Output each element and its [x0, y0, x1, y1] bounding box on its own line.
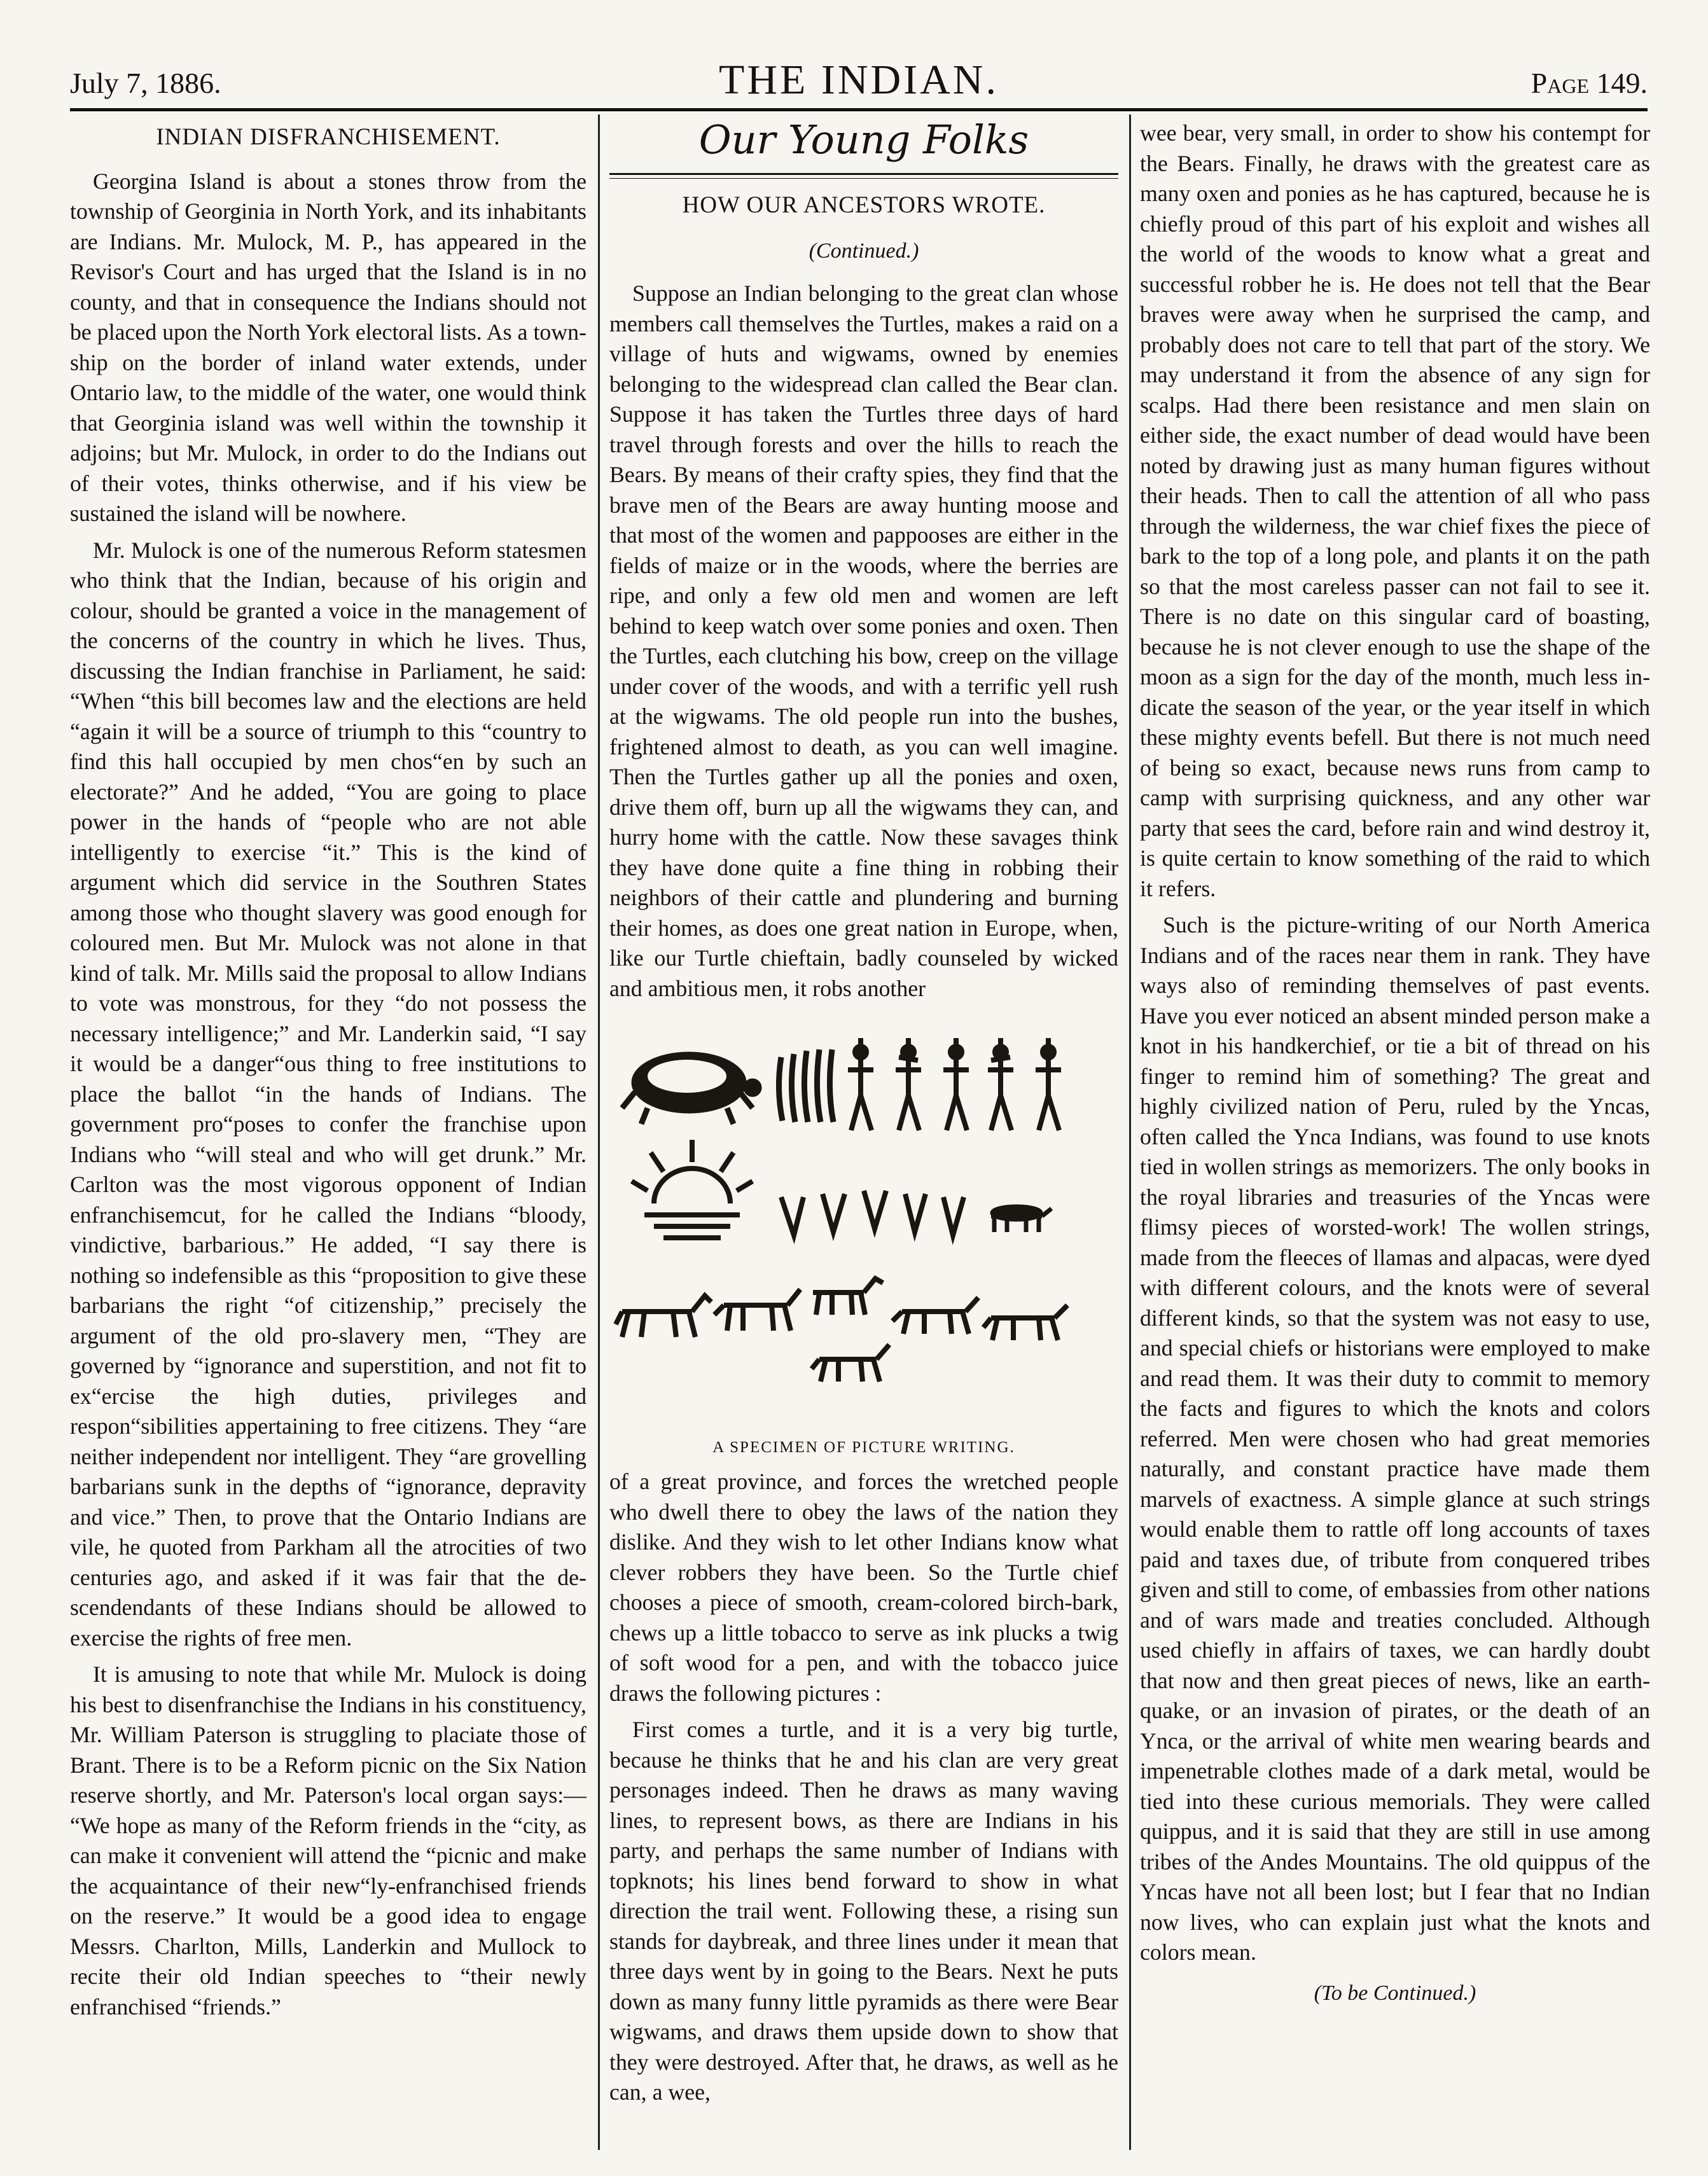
warrior-figures-pictograph [848, 1038, 1061, 1130]
rising-sun-pictograph [632, 1140, 753, 1238]
turtle-pictograph [622, 1052, 761, 1124]
masthead-rule [70, 108, 1648, 111]
article-paragraph: wee bear, very small, in order to show his contempt for the Bears. Finally, he draws with the greatest care as many oxen and ponies as he has captured, because he is chiefly proud of this part of his exploit and wishes all the world of the woods to know what a great and successful robber he is. He does not tell that the Bear braves were away when he surprised the camp, and probably does not care to tell that part of the story. We may understand it from the absence of any sign for scalps. Had there been resistance and men slain on either side, the exact number of dead would have been noted by drawing just as many human figures without their heads. Then to call the attention of all who pass through the wilderness, the war chief fixes the piece of bark to the top of a long pole, and plants it on the path so that the most careless passer can not fail to see it. There is no date on this singular card of boasting, because he is not clever enough to use the shape of the moon as a sign for the day of the month, much less indicate the season of the year, or the year itself in which these mighty events befell. But there is not much need of being so exact, because news runs from camp to camp with surprising quickness, and any other war party that sees the card, before rain and wind destroy it, is quite certain to know something of the raid to which it refers. [1140, 120, 1650, 901]
article-paragraph: First comes a turtle, and it is a very big turtle, because he thinks that he and his clan are very great personages indeed. Then he draws as many waving lines, to represent bows, as there are Indians in his party, and perhaps the same number of Indians with topknots; his lines bend forward to show in what direction the trail went. Following these, a rising sun stands for daybreak, and three lines under it mean that three days went by in going to the Bears. Next he puts down as many funny little pyramids as there were Bear wigwams, and draws them upside down to show that they were destroyed. After that, he draws, as well as he can, a wee, [609, 1717, 1118, 2105]
article-paragraph: Suppose an Indian belonging to the great clan whose members call themselves the Turtles, makes a raid on a village of huts and wigwams, owned by enemies belonging to the widespread clan called the Bear clan. Suppose it has taken the Turtles three days of hard travel through forests and over the hills to reach the Bears. By means of their crafty spies, they find that the brave men of the Bears are away hunting moose and that most of the women and pappooses are either in the fields of maize or in the woods, where the berries are ripe, and only a few old men and women are left behind to keep watch over some ponies and oxen. Then the Turtles, each clutching his bow, creep on the village under cover of the woods, and with a terrific yell rush at the wigwams. The old people run into the bushes, frightened almost to death, as you can well imagine. Then the Turtles gather up all the ponies and oxen, drive them off, burn up all the wigwams they can, and hurry home with the cattle. Now these savages think they have done quite a fine thing in robbing their neighbors of their cattle and plundering and burning their homes, as does one great nation in Europe, when, like our Turtle chieftain, badly counseled by wicked and ambitious men, it robs another [609, 281, 1118, 1001]
picture-writing-illustration [609, 1013, 1118, 1432]
figure-caption: A SPECIMEN OF PICTURE WRITING. [712, 1439, 1015, 1456]
column-divider [1129, 114, 1131, 2150]
column-divider [598, 114, 600, 2150]
continued-signoff: (To be Continued.) [1314, 1981, 1476, 2005]
article-paragraph: It is amusing to note that while Mr. Mulock is doing his best to disenfranchise the Indians in his constituency, Mr. William Paterson is struggling to placiate those of Brant. There is to be a Reform picnic on the Six Nation reserve shortly, and Mr. Paterson's local organ says:— “We hope as many of the Reform friends in the “city, as can make it convenient will attend the “picnic and make the acquaintance of their new“ly-enfranchised friends on the reserve.” It would be a good idea to engage Messrs. Charlton, Mills, Landerkin and Mullock to recite their old Indian speeches to “their newly enfranchised “friends.” [70, 1661, 587, 2020]
section-title: Our Young Folks [698, 118, 1029, 163]
article-heading: HOW OUR ANCESTORS WROTE. [682, 192, 1046, 218]
column-3 [1140, 118, 1650, 2151]
article-heading: INDIAN DISFRANCHISEMENT. [156, 124, 501, 150]
page-number: Page 149. [1531, 67, 1648, 99]
newspaper-title: THE INDIAN. [719, 57, 999, 103]
column-2 [609, 118, 1118, 2151]
article-paragraph: Mr. Mulock is one of the numerous Reform statesmen who think that the Indian, because of his origin and colour, should be granted a voice in the management of the concerns of the country in which he lives. Thus, discussing the Indian franchise in Parliament, he said: “When “this bill becomes law and the elections are held “again it will be a source of triumph to this “country to find this hall occupied by men chos“en by such an electorate?” And he added, “You are going to place power in the hands of “people who are not able intelligently to exercise “it.” This is the kind of argument which did service in the Southren States among those who thought slavery was good enough for coloured men. But Mr. Mulock was not alone in that kind of talk. Mr. Mills said the proposal to allow Indians to vote was monstrous, for they “do not possess the necessary intelligence;” and Mr. Landerkin said, “I say it would be a danger“ous thing to free institutions to place the ballot “in the hands of Indians. The government pro“poses to confer the franchise upon Indians who “will steal and who will get drunk.” Mr. Carlton was the most vigorous opponent of Indian enfranchisemcut, for he called the Indians “bloody, vindictive, barbarious.” He added, “I say there is nothing so indefensible as this “proposition to give these barbarians the right “of citizenship,” precisely the argument of the old pro-slavery men, “They are governed by “ignorance and superstition, and not fit to ex“ercise the high duties, privileges and respon“sibilities appertaining to free citizens. They “are neither independent nor intelligent. They “are grovelling barbarians sunk in the depths of “ignorance, depravity and vice.” Then, to prove that the Ontario Indians are vile, he quoted from Parkham all the atrocities of two centuries ago, and asked if it was fair that the descendendants of these Indians should be allowed to exercise the rights of free men. [70, 537, 587, 1651]
issue-date: July 7, 1886. [70, 67, 221, 99]
bear-pictograph [991, 1207, 1052, 1232]
article-paragraph: Such is the picture-writing of our North America Indians and of the races near them in rank. They have ways also of reminding themselves of past events. Have you ever noticed an absent minded person make a knot in his handkerchief, or tie a bit of thread on his finger to remind him of something? The great and highly civilized nation of Peru, ruled by the Yncas, often called the Ynca Indians, was found to use knots tied in wollen strings as memorizers. The only books in the royal libraries and treasuries of the Yncas were flimsy pieces of worsted-work! The wollen strings, made from the fleeces of llamas and alpacas, were dyed with different colours, and the knots were of several different kinds, so that the system was not easy to use, and special chiefs or historians were employed to make and read them. It was their duty to commit to memory the facts and figures to which the knots and colors referred. Men were chosen who had great memories naturally, and constant practice have made them marvels of exactness. A simple glance at such strings would enable them to rattle off long accounts of taxes paid and taxes due, of tribute from conquered tribes given and still to come, of embassies from other nations and of wars made and treaties concluded. Although used chiefly in affairs of taxes, we can hardly doubt that now and then great pieces of news, like an earthquake, or an invasion of pirates, or the death of an Ynca, or the arrival of white men wearing beards and impenetrable clothes made of a dark metal, would be tied into these curious memorials. They were called quippus, and it is said that they are still in use among tribes of the Andes Mountains. The old quippus of the Yncas have not all been lost; but I fear that no Indian now lives, who can explain just what the knots and colors mean. [1140, 912, 1650, 1965]
bow-lines-pictograph [779, 1050, 833, 1122]
continued-note: (Continued.) [809, 239, 919, 263]
article-paragraph: of a great province, and forces the wretched people who dwell there to obey the laws of the nation they dislike. And they wish to let other Indians know what clever robbers they have been. So the Turtle chief chooses a piece of smooth, cream-colored birch-bark, chews up a little tobacco to serve as ink plucks a twig of soft wood for a pen, and with the tobacco juice draws the following pictures : [609, 1469, 1118, 1706]
wigwam-pictograph [781, 1191, 964, 1235]
article-paragraph: Georgina Island is about a stones throw from the township of Georginia in North York, and its inhabitants are Indians. Mr. Mulock, M. P., has appeared in the Revisor's Court and has urged that the Island is in no county, and that in consequence the Indians should not be placed upon the North York electoral lists. As a township on the border of inland water extends, under Ontario law, to the middle of the water, one would think that Georginia island was well within the township it adjoins; but Mr. Mulock, in order to do the Indians out of their votes, thinks otherwise, and if his view be sustained the island will be nowhere. [70, 168, 587, 526]
masthead [70, 56, 1648, 108]
picture-writing-figure [609, 1013, 1118, 1462]
column-1 [70, 118, 587, 2151]
cattle-pictograph [616, 1279, 1067, 1382]
section-rule [609, 173, 1118, 179]
